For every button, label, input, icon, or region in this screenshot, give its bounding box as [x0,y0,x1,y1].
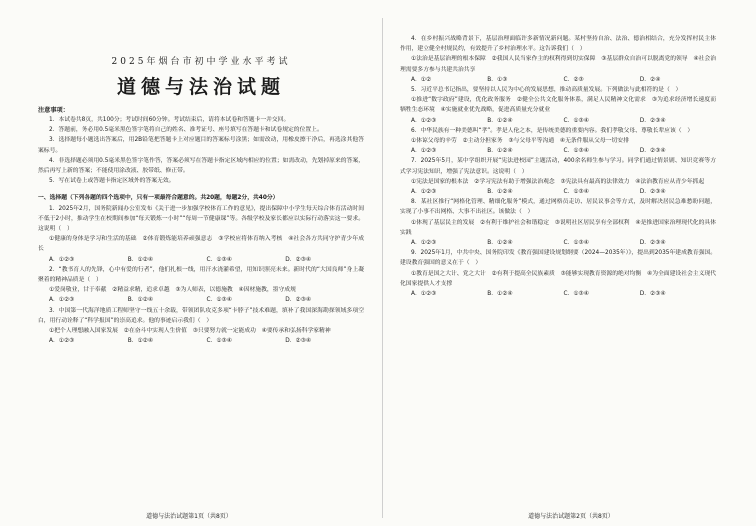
option-b: B．①③ [487,76,508,83]
note-item: 2．答题前，务必用0.5毫米黑色签字笔将自己的姓名、准考证号、座号填写在答题卡和试卷规定的位置上。 [49,127,323,134]
question-8: 8．某社区推行“网格化管理、精细化服务”模式，通过网格员走访、居民议事会等方式，及时解决居民急难愁盼问题，实现了小事不出网格、大事不出社区。该做法（ ） [400,199,716,216]
option-a: A．①②③ [49,297,75,304]
question-8-conditions: ①体现了基层民主的发展 ②有利于维护社会和谐稳定 ③说明社区居民享有全部权利 ④是推进国家治理现代化的具体实践 [400,219,716,236]
option-a: A．①②③ [411,291,437,298]
option-a: A．①②③ [411,148,437,155]
note-item: 5．写在试卷上或答题卡指定区域外的答案无效。 [49,178,175,185]
question-4-conditions: ①法治是基层治理的根本保障 ②我国人民当家作主的权利得到切实保障 ③基层群众自治可以脱离党的领导 ④社会治理需要多方参与共建共治共享 [400,56,716,73]
question-2-conditions: ①爱岗敬业，甘于奉献 ②精益求精，追求卓越 ③为人师表，以德施教 ④因材施教，墨守成规 [49,287,296,294]
question-5-options [400,116,716,126]
option-c: C．①③④ [563,240,589,247]
option-d: D．②③④ [285,297,312,304]
option-a: A．①②③ [49,256,75,263]
option-a: A．①②③ [49,338,75,345]
question-5-conditions: ①推进“数字政府”建设，优化政务服务 ②健全公共文化服务体系，满足人民精神文化需求 ③为追求经济增长速度而牺牲生态环境 ④实施就业优先战略，促进高质量充分就业 [400,97,716,114]
option-c: C．①③④ [563,291,589,298]
option-b: B．①②④ [127,297,154,304]
question-9-options [400,289,716,299]
question-4-options [400,75,716,85]
question-3-options [38,336,364,346]
option-b: B．①②④ [487,189,513,196]
note-item: 3．选择题每小题选出答案后，用2B铅笔把答题卡上对应题目的答案标号涂黑；如需改动，用橡皮擦干净后，再选涂其他答案标号。 [38,137,364,154]
notes-heading: 注意事项： [38,107,69,114]
question-2-options [38,295,364,305]
option-a: A．①②③ [411,117,437,124]
question-1: 1．2025年2月，国务院新闻办公室发布《关于进一步加强学校体育工作的意见》，提出保障中小学生每天综合体育活动时间不低于2小时，推动学生在校期间参加“每天锻炼一小时”“每周一节健康课”等。各级学校及家长都应以实际行动落实这一要求。这说明（ ） [38,205,364,233]
question-9-conditions: ①教育是国之大计、党之大计 ②有利于提高全民族素质 ③能够实现教育资源的绝对均衡 ④为全面建设社会主义现代化国家提供人才支撑 [400,270,716,287]
option-d: D．②③④ [639,240,666,247]
question-9: 9．2025年1月，中共中央、国务院印发《教育强国建设规划纲要（2024—2035年）》，提出到2035年建成教育强国。建设教育强国的意义在于（ ） [400,250,716,267]
option-d: D．②③④ [639,117,666,124]
option-b: B．①②④ [487,291,513,298]
page-footer: 道德与法治试题第2页（共8页） [528,513,614,520]
question-3-conditions: ①把个人理想融入国家发展 ②在奋斗中实现人生价值 ③只要努力就一定能成功 ④要传承和弘扬科学家精神 [49,328,331,335]
exam-year-heading: 2025年烟台市初中学业水平考试 [111,57,291,67]
question-1-options [38,255,364,265]
option-d: D．②③④ [639,148,666,155]
question-3: 3．中国第一代海洋地质工程师坚守一线五十余载，带领团队攻克多项“卡脖子”技术难题，填补了我国深海勘探领域多项空白，用行动诠释了“科学报国”的崇高追求。他的事迹启示我们（ ） [38,307,364,324]
option-c: C．①③④ [206,256,232,263]
question-5: 5．习近平总书记指出，要坚持以人民为中心的发展思想，推动高质量发展。下列做法与此相符的是（ ） [411,87,682,94]
option-b: B．①②④ [127,256,154,263]
question-6-conditions: ①体谅父母的辛劳 ②主动分担家务 ③与父母平等沟通 ④无条件服从父母一切安排 [411,138,629,145]
option-c: C．①③④ [563,189,589,196]
question-2: 2．“教书育人的先锋，心中有爱的行者”，他们扎根一线，用汗水浇灌希望，用知识照亮未来。新时代的“大国良师”身上凝聚着的精神品质是（ ） [38,266,364,284]
option-b: B．①②④ [487,148,513,155]
option-d: D．②③④ [285,256,312,263]
option-c: C．①③④ [563,148,589,155]
page-2 [386,0,756,526]
option-d: D．②③④ [639,291,666,298]
option-c: C．①③④ [206,338,232,345]
option-d: D．②③④ [639,189,666,196]
question-7-conditions: ①宪法是国家的根本法 ②学习宪法有助于增强法治观念 ③宪法具有最高的法律效力 ④法治教育应从青少年抓起 [411,178,705,185]
option-b: B．①②④ [487,117,513,124]
question-4: 4．在乡村振兴战略背景下，基层治理面临许多新情况新问题。某村坚持自治、法治、德治相结合，充分发挥村民主体作用，建立健全村规民约，有效提升了乡村治理水平。这告诉我们（ ） [400,36,716,53]
note-item: 4．非选择题必须用0.5毫米黑色签字笔作答，答案必须写在答题卡指定区域内相应的位置；如需改动，先划掉原来的答案，然后再写上新的答案；不能使用涂改液、胶带纸、修正带。 [38,157,364,175]
page-divider [382,18,383,518]
option-b: B．①②④ [487,240,513,247]
question-1-conditions: ①健康的身体是学习和生活的基础 ②体育锻炼能培养顽强意志 ③学校应将体育纳入考核 ④社会各方共同守护青少年成长 [38,236,364,253]
section-heading: 一、选择题（下列各题的四个选项中，只有一项最符合题意的。共20题，每题2分，共40分） [38,195,279,202]
option-a: A．①②③ [411,240,437,247]
option-d: D．②③④ [285,338,312,345]
question-7: 7．2025年5月，某中学组织开展“宪法进校园”主题活动，400余名师生参与学习。同学们通过情景剧、知识竞赛等方式学习宪法知识，增强了宪法意识。这说明（ ） [400,158,716,175]
option-c: C．①③④ [563,117,589,124]
question-7-options [400,187,716,197]
option-c: C．②③ [563,76,584,83]
paper-title: 道德与法治试题 [116,76,285,98]
page-footer: 道德与法治试题第1页（共8页） [146,513,232,520]
option-a: A．①②③ [411,189,437,196]
option-c: C．①③④ [206,297,232,304]
question-8-options [400,238,716,248]
question-6: 6．中华民族有一种美德叫“孝”。孝是人伦之本，是传统美德的重要内容。我们孝敬父母、尊敬长辈应该（ ） [411,127,694,134]
question-6-options [400,146,716,156]
option-a: A．①② [411,76,432,83]
option-b: B．①②④ [127,338,154,345]
option-d: D．②④ [639,76,661,83]
note-item: 1．本试卷共8页，共100分；考试时间60分钟。考试结束后，请将本试卷和答题卡一并交回。 [49,117,290,123]
